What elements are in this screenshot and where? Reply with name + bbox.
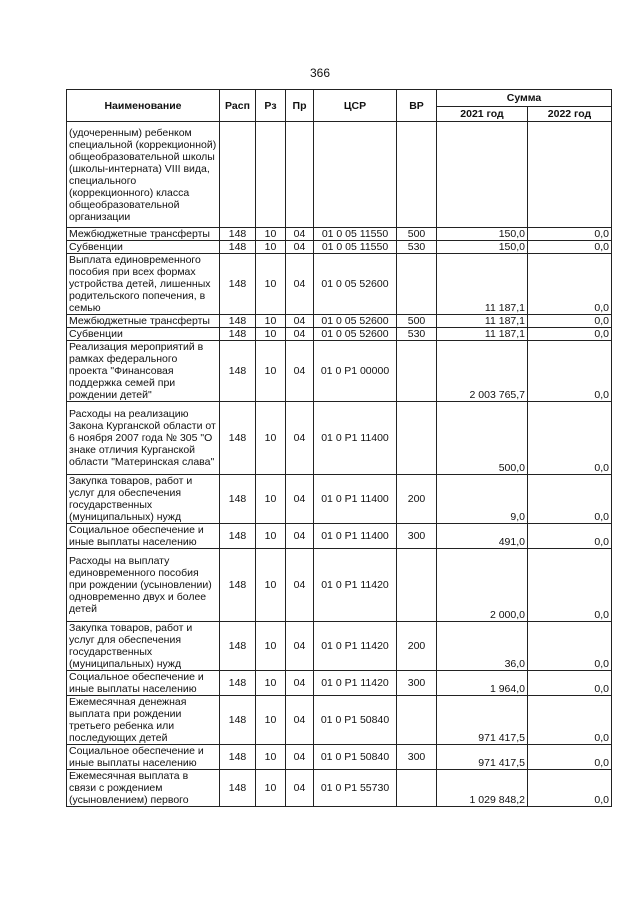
cell-rz: 10	[256, 241, 286, 254]
cell-rasp: 148	[220, 402, 256, 475]
cell-rz: 10	[256, 254, 286, 315]
cell-sum-2022: 0,0	[528, 241, 612, 254]
cell-name: Межбюджетные трансферты	[67, 228, 220, 241]
cell-vr	[397, 254, 437, 315]
cell-pr: 04	[286, 770, 314, 807]
cell-vr	[397, 122, 437, 228]
header-year-2022: 2022 год	[528, 107, 612, 122]
cell-vr: 530	[397, 241, 437, 254]
cell-vr	[397, 402, 437, 475]
cell-rasp: 148	[220, 696, 256, 745]
cell-csr: 01 0 05 52600	[314, 328, 397, 341]
cell-pr: 04	[286, 524, 314, 549]
cell-sum-2022: 0,0	[528, 475, 612, 524]
cell-csr: 01 0 05 52600	[314, 254, 397, 315]
cell-rz: 10	[256, 524, 286, 549]
cell-name: Ежемесячная выплата в связи с рождением (усыновлением) первого	[67, 770, 220, 807]
cell-pr: 04	[286, 745, 314, 770]
table-row	[67, 228, 612, 241]
header-year-2021: 2021 год	[437, 107, 528, 122]
cell-csr: 01 0 P1 50840	[314, 696, 397, 745]
cell-pr: 04	[286, 549, 314, 622]
cell-rz: 10	[256, 315, 286, 328]
cell-sum-2022: 0,0	[528, 328, 612, 341]
page-number: 366	[309, 66, 331, 80]
cell-sum-2021: 11 187,1	[437, 315, 528, 328]
cell-rasp: 148	[220, 228, 256, 241]
cell-vr: 500	[397, 315, 437, 328]
table-row	[67, 745, 612, 770]
cell-sum-2022: 0,0	[528, 254, 612, 315]
cell-rasp: 148	[220, 328, 256, 341]
cell-csr: 01 0 P1 00000	[314, 341, 397, 402]
table-row	[67, 475, 612, 524]
cell-rz: 10	[256, 228, 286, 241]
cell-sum-2022: 0,0	[528, 671, 612, 696]
cell-vr: 300	[397, 671, 437, 696]
cell-rz: 10	[256, 341, 286, 402]
cell-csr: 01 0 05 11550	[314, 241, 397, 254]
cell-name: Социальное обеспечение и иные выплаты населению	[67, 524, 220, 549]
cell-csr: 01 0 05 52600	[314, 315, 397, 328]
cell-vr: 200	[397, 475, 437, 524]
cell-name: (удочеренным) ребенком специальной (коррекционной) общеобразовательной школы (школы-интерната) VIII вида, специального (коррекционного) класса общеобразовательной организации	[67, 122, 220, 228]
cell-pr: 04	[286, 241, 314, 254]
cell-csr: 01 0 P1 11400	[314, 524, 397, 549]
cell-rz: 10	[256, 745, 286, 770]
cell-vr	[397, 770, 437, 807]
cell-csr: 01 0 P1 50840	[314, 745, 397, 770]
cell-csr: 01 0 P1 11420	[314, 671, 397, 696]
cell-rasp: 148	[220, 475, 256, 524]
cell-sum-2021: 491,0	[437, 524, 528, 549]
cell-sum-2022	[528, 122, 612, 228]
cell-sum-2021: 971 417,5	[437, 696, 528, 745]
cell-rz	[256, 122, 286, 228]
cell-csr	[314, 122, 397, 228]
cell-name: Реализация мероприятий в рамках федерального проекта "Финансовая поддержка семей при рождении детей"	[67, 341, 220, 402]
cell-name: Ежемесячная денежная выплата при рождении третьего ребенка или последующих детей	[67, 696, 220, 745]
cell-sum-2021: 2 003 765,7	[437, 341, 528, 402]
cell-sum-2022: 0,0	[528, 549, 612, 622]
table-row	[67, 254, 612, 315]
cell-rz: 10	[256, 328, 286, 341]
cell-pr: 04	[286, 696, 314, 745]
table-row	[67, 671, 612, 696]
cell-vr: 530	[397, 328, 437, 341]
table-row	[67, 524, 612, 549]
cell-sum-2022: 0,0	[528, 745, 612, 770]
cell-name: Расходы на реализацию Закона Курганской области от 6 ноября 2007 года № 305 "О знаке отличия Курганской области "Материнская слава"	[67, 402, 220, 475]
cell-rasp	[220, 122, 256, 228]
table-row	[67, 341, 612, 402]
cell-rasp: 148	[220, 524, 256, 549]
cell-rasp: 148	[220, 341, 256, 402]
cell-csr: 01 0 P1 11420	[314, 622, 397, 671]
cell-rasp: 148	[220, 622, 256, 671]
cell-sum-2022: 0,0	[528, 341, 612, 402]
cell-name: Закупка товаров, работ и услуг для обеспечения государственных (муниципальных) нужд	[67, 475, 220, 524]
cell-rasp: 148	[220, 315, 256, 328]
cell-sum-2021: 971 417,5	[437, 745, 528, 770]
table-row	[67, 402, 612, 475]
cell-rasp: 148	[220, 241, 256, 254]
table-row	[67, 315, 612, 328]
cell-pr: 04	[286, 228, 314, 241]
header-csr: ЦСР	[314, 90, 397, 122]
cell-pr: 04	[286, 341, 314, 402]
cell-rz: 10	[256, 475, 286, 524]
cell-rasp: 148	[220, 549, 256, 622]
cell-sum-2021	[437, 122, 528, 228]
cell-sum-2021: 150,0	[437, 228, 528, 241]
cell-rz: 10	[256, 622, 286, 671]
cell-name: Социальное обеспечение и иные выплаты населению	[67, 745, 220, 770]
header-rz: Рз	[256, 90, 286, 122]
cell-sum-2022: 0,0	[528, 770, 612, 807]
cell-sum-2022: 0,0	[528, 524, 612, 549]
cell-pr: 04	[286, 622, 314, 671]
cell-rz: 10	[256, 549, 286, 622]
cell-rz: 10	[256, 696, 286, 745]
cell-pr: 04	[286, 315, 314, 328]
cell-pr: 04	[286, 402, 314, 475]
cell-name: Социальное обеспечение и иные выплаты населению	[67, 671, 220, 696]
cell-sum-2022: 0,0	[528, 315, 612, 328]
cell-csr: 01 0 P1 55730	[314, 770, 397, 807]
table-row	[67, 122, 612, 228]
cell-rasp: 148	[220, 770, 256, 807]
cell-sum-2021: 500,0	[437, 402, 528, 475]
cell-vr	[397, 696, 437, 745]
cell-name: Субвенции	[67, 328, 220, 341]
cell-pr: 04	[286, 328, 314, 341]
table-row	[67, 328, 612, 341]
cell-sum-2021: 11 187,1	[437, 254, 528, 315]
cell-vr: 200	[397, 622, 437, 671]
cell-rasp: 148	[220, 671, 256, 696]
cell-sum-2021: 11 187,1	[437, 328, 528, 341]
cell-sum-2021: 36,0	[437, 622, 528, 671]
cell-sum-2022: 0,0	[528, 696, 612, 745]
cell-rz: 10	[256, 402, 286, 475]
table-row	[67, 770, 612, 807]
header-name: Наименование	[67, 90, 220, 122]
cell-sum-2021: 1 964,0	[437, 671, 528, 696]
cell-name: Выплата единовременного пособия при всех формах устройства детей, лишенных родительского попечения, в семью	[67, 254, 220, 315]
table-row	[67, 622, 612, 671]
budget-table	[66, 89, 612, 807]
cell-sum-2021: 2 000,0	[437, 549, 528, 622]
cell-rasp: 148	[220, 254, 256, 315]
cell-vr: 300	[397, 524, 437, 549]
cell-rasp: 148	[220, 745, 256, 770]
table-body	[67, 122, 612, 807]
cell-sum-2021: 150,0	[437, 241, 528, 254]
cell-pr	[286, 122, 314, 228]
cell-sum-2021: 9,0	[437, 475, 528, 524]
cell-pr: 04	[286, 254, 314, 315]
cell-vr	[397, 341, 437, 402]
cell-pr: 04	[286, 475, 314, 524]
header-sum: Сумма	[437, 90, 612, 107]
cell-rz: 10	[256, 770, 286, 807]
cell-csr: 01 0 P1 11400	[314, 402, 397, 475]
cell-pr: 04	[286, 671, 314, 696]
cell-sum-2022: 0,0	[528, 402, 612, 475]
header-pr: Пр	[286, 90, 314, 122]
cell-name: Межбюджетные трансферты	[67, 315, 220, 328]
cell-vr: 500	[397, 228, 437, 241]
cell-name: Расходы на выплату единовременного пособия при рождении (усыновлении) одновременно двух и более детей	[67, 549, 220, 622]
cell-rz: 10	[256, 671, 286, 696]
cell-sum-2022: 0,0	[528, 622, 612, 671]
cell-vr	[397, 549, 437, 622]
cell-name: Закупка товаров, работ и услуг для обеспечения государственных (муниципальных) нужд	[67, 622, 220, 671]
cell-name: Субвенции	[67, 241, 220, 254]
cell-csr: 01 0 05 11550	[314, 228, 397, 241]
header-rasp: Расп	[220, 90, 256, 122]
cell-csr: 01 0 P1 11400	[314, 475, 397, 524]
cell-sum-2022: 0,0	[528, 228, 612, 241]
table-row	[67, 549, 612, 622]
header-vr: ВР	[397, 90, 437, 122]
cell-csr: 01 0 P1 11420	[314, 549, 397, 622]
table-row	[67, 696, 612, 745]
table-row	[67, 241, 612, 254]
cell-vr: 300	[397, 745, 437, 770]
cell-sum-2021: 1 029 848,2	[437, 770, 528, 807]
